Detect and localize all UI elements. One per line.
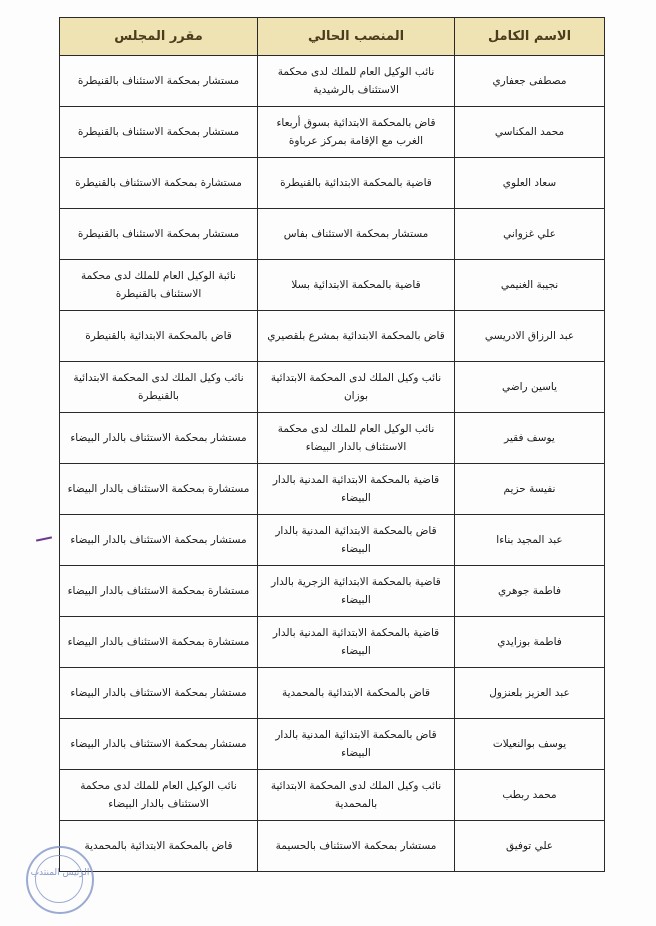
appointments-table [59,17,605,872]
cell-name: عبد المجيد بناءا [455,515,605,566]
cell-seat: مستشارة بمحكمة الاستئناف بالدار البيضاء [60,617,258,668]
cell-position: قاض بالمحكمة الابتدائية المدنية بالدار البيضاء [258,515,455,566]
cell-seat: مستشار بمحكمة الاستئناف بالدار البيضاء [60,413,258,464]
cell-name: علي غزواني [455,209,605,260]
cell-name: يوسف فقير [455,413,605,464]
pen-mark [36,536,52,541]
cell-position: قاضية بالمحكمة الابتدائية بسلا [258,260,455,311]
table-row [60,566,605,617]
cell-position: قاضية بالمحكمة الابتدائية بالقنيطرة [258,158,455,209]
table-header-row [60,18,605,56]
cell-position: نائب الوكيل العام للملك لدى محكمة الاستئناف بالرشيدية [258,56,455,107]
table-row [60,770,605,821]
cell-position: قاض بالمحكمة الابتدائية بسوق أربعاء الغرب مع الإقامة بمركز عرباوة [258,107,455,158]
table-row [60,464,605,515]
cell-name: يوسف بوالنعيلات [455,719,605,770]
table-row [60,668,605,719]
official-seal [26,846,94,914]
cell-position: قاضية بالمحكمة الابتدائية الزجرية بالدار البيضاء [258,566,455,617]
cell-name: سعاد العلوي [455,158,605,209]
cell-seat: مستشار بمحكمة الاستئناف بالقنيطرة [60,107,258,158]
cell-seat: مستشارة بمحكمة الاستئناف بالقنيطرة [60,158,258,209]
cell-name: فاطمة جوهري [455,566,605,617]
cell-position: قاضية بالمحكمة الابتدائية المدنية بالدار البيضاء [258,617,455,668]
table-row [60,362,605,413]
table-row [60,617,605,668]
seal-text: الرئيس المنتدب [30,868,90,878]
table-row [60,719,605,770]
cell-seat: قاض بالمحكمة الابتدائية بالمحمدية [60,821,258,872]
cell-seat: نائب وكيل الملك لدى المحكمة الابتدائية بالقنيطرة [60,362,258,413]
cell-seat: نائبة الوكيل العام للملك لدى محكمة الاستئناف بالقنيطرة [60,260,258,311]
cell-position: قاض بالمحكمة الابتدائية بمشرع بلقصيري [258,311,455,362]
cell-position: مستشار بمحكمة الاستئناف بالحسيمة [258,821,455,872]
cell-name: نفيسة حزيم [455,464,605,515]
cell-name: نجيبة الغنيمي [455,260,605,311]
cell-seat: مستشار بمحكمة الاستئناف بالدار البيضاء [60,719,258,770]
cell-position: نائب وكيل الملك لدى المحكمة الابتدائية بوزان [258,362,455,413]
table-row [60,821,605,872]
cell-name: علي توفيق [455,821,605,872]
cell-seat: نائب الوكيل العام للملك لدى محكمة الاستئناف بالدار البيضاء [60,770,258,821]
cell-position: قاضية بالمحكمة الابتدائية المدنية بالدار البيضاء [258,464,455,515]
header-council-seat: مقرر المجلس [60,18,258,56]
cell-position: نائب وكيل الملك لدى المحكمة الابتدائية بالمحمدية [258,770,455,821]
cell-seat: مستشارة بمحكمة الاستئناف بالدار البيضاء [60,464,258,515]
cell-position: مستشار بمحكمة الاستئناف بفاس [258,209,455,260]
cell-name: مصطفى جعفاري [455,56,605,107]
cell-position: نائب الوكيل العام للملك لدى محكمة الاستئناف بالدار البيضاء [258,413,455,464]
header-current-position: المنصب الحالي [258,18,455,56]
cell-seat: مستشار بمحكمة الاستئناف بالدار البيضاء [60,515,258,566]
table-row [60,260,605,311]
table-row [60,515,605,566]
cell-position: قاض بالمحكمة الابتدائية بالمحمدية [258,668,455,719]
table-row [60,413,605,464]
cell-name: عبد العزيز بلعنزول [455,668,605,719]
table-row [60,107,605,158]
cell-name: محمد المكناسي [455,107,605,158]
cell-name: ياسين راضي [455,362,605,413]
cell-seat: مستشار بمحكمة الاستئناف بالقنيطرة [60,209,258,260]
cell-seat: مستشارة بمحكمة الاستئناف بالدار البيضاء [60,566,258,617]
table-row [60,158,605,209]
cell-name: عبد الرزاق الادريسي [455,311,605,362]
table-row [60,56,605,107]
table-row [60,209,605,260]
header-full-name: الاسم الكامل [455,18,605,56]
cell-position: قاض بالمحكمة الابتدائية المدنية بالدار البيضاء [258,719,455,770]
cell-seat: مستشار بمحكمة الاستئناف بالقنيطرة [60,56,258,107]
cell-seat: قاض بالمحكمة الابتدائية بالقنيطرة [60,311,258,362]
cell-name: محمد ربطب [455,770,605,821]
cell-name: فاطمة بوزايدي [455,617,605,668]
cell-seat: مستشار بمحكمة الاستئناف بالدار البيضاء [60,668,258,719]
table-row [60,311,605,362]
